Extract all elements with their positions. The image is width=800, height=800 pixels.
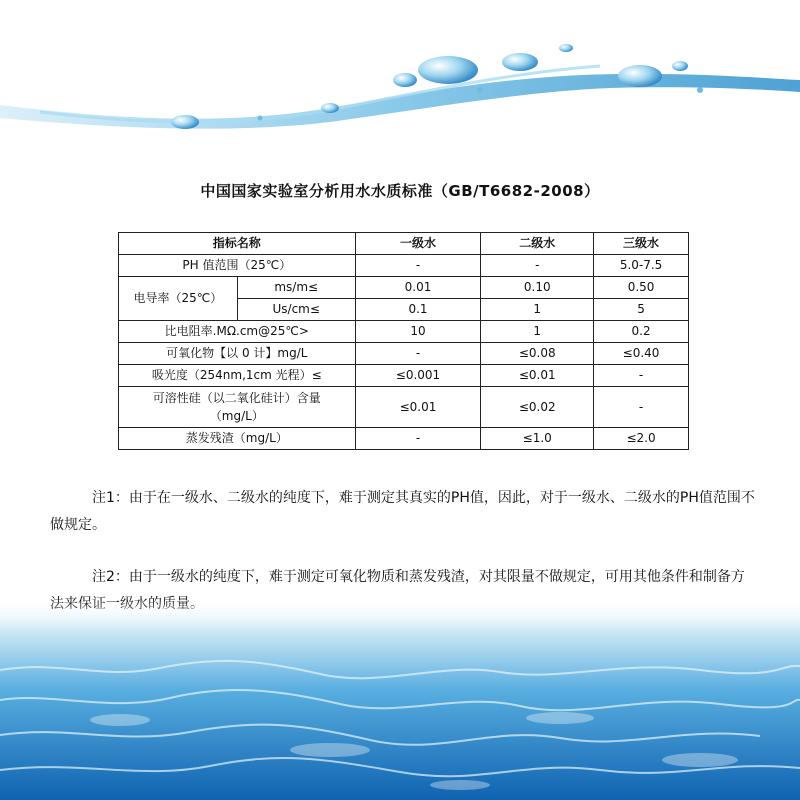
row-label: 蒸发残渣（mg/L） [119, 428, 356, 450]
header-grade1: 一级水 [355, 233, 481, 255]
header-grade2: 二级水 [481, 233, 594, 255]
row-label-line2: （mg/L） [209, 409, 264, 423]
row-label: 可氧化物【以 0 计】mg/L [119, 343, 356, 365]
cell-value: 5 [594, 299, 689, 321]
cell-value: 0.50 [594, 277, 689, 299]
cell-value: ≤0.01 [481, 365, 594, 387]
header-grade3: 三级水 [594, 233, 689, 255]
table-row [119, 277, 689, 299]
cell-value: ≤0.40 [594, 343, 689, 365]
cell-value: - [594, 387, 689, 428]
cell-value: ≤0.08 [481, 343, 594, 365]
table-row [119, 365, 689, 387]
sea-water-decoration [0, 600, 800, 800]
cell-value: 0.01 [355, 277, 481, 299]
table-row [119, 428, 689, 450]
cell-value: 0.2 [594, 321, 689, 343]
cell-value: - [594, 365, 689, 387]
cell-value: 1 [481, 321, 594, 343]
note-1-text: 注1：由于在一级水、二级水的纯度下，难于测定其真实的PH值，因此，对于一级水、二级水的PH值范围不做规定。 [50, 490, 755, 533]
table-header-row [119, 233, 689, 255]
cell-value: - [481, 255, 594, 277]
cell-value: 0.1 [355, 299, 481, 321]
cell-value: ≤0.01 [355, 387, 481, 428]
row-label: 比电阻率.MΩ.cm@25℃> [119, 321, 356, 343]
water-quality-table [118, 232, 689, 450]
note-1 [50, 485, 755, 539]
row-label: 电导率（25℃） [119, 277, 238, 321]
row-label: PH 值范围（25℃） [119, 255, 356, 277]
header-indicator: 指标名称 [119, 233, 356, 255]
row-label-line1: 可溶性硅（以二氧化硅计）含量 [152, 391, 321, 405]
note-2-text: 注2：由于一级水的纯度下，难于测定可氧化物质和蒸发残渣，对其限量不做规定，可用其他条件和制备方 [92, 569, 745, 585]
cell-value: - [355, 428, 481, 450]
table-row [119, 321, 689, 343]
document-title: 中国国家实验室分析用水水质标准（GB/T6682-2008） [200, 182, 600, 201]
cell-value: - [355, 343, 481, 365]
cell-value: - [355, 255, 481, 277]
cell-value: ≤0.02 [481, 387, 594, 428]
row-unit: ms/m≤ [237, 277, 355, 299]
row-unit: Us/cm≤ [237, 299, 355, 321]
row-label: 吸光度（254nm,1cm 光程）≤ [119, 365, 356, 387]
cell-value: ≤0.001 [355, 365, 481, 387]
table-row [119, 255, 689, 277]
cell-value: 10 [355, 321, 481, 343]
cell-value: 0.10 [481, 277, 594, 299]
cell-value: ≤2.0 [594, 428, 689, 450]
cell-value: ≤1.0 [481, 428, 594, 450]
water-splash-decoration [0, 0, 800, 140]
cell-value: 5.0-7.5 [594, 255, 689, 277]
table-row [119, 387, 689, 428]
table-row [119, 343, 689, 365]
cell-value: 1 [481, 299, 594, 321]
row-label [119, 387, 356, 428]
